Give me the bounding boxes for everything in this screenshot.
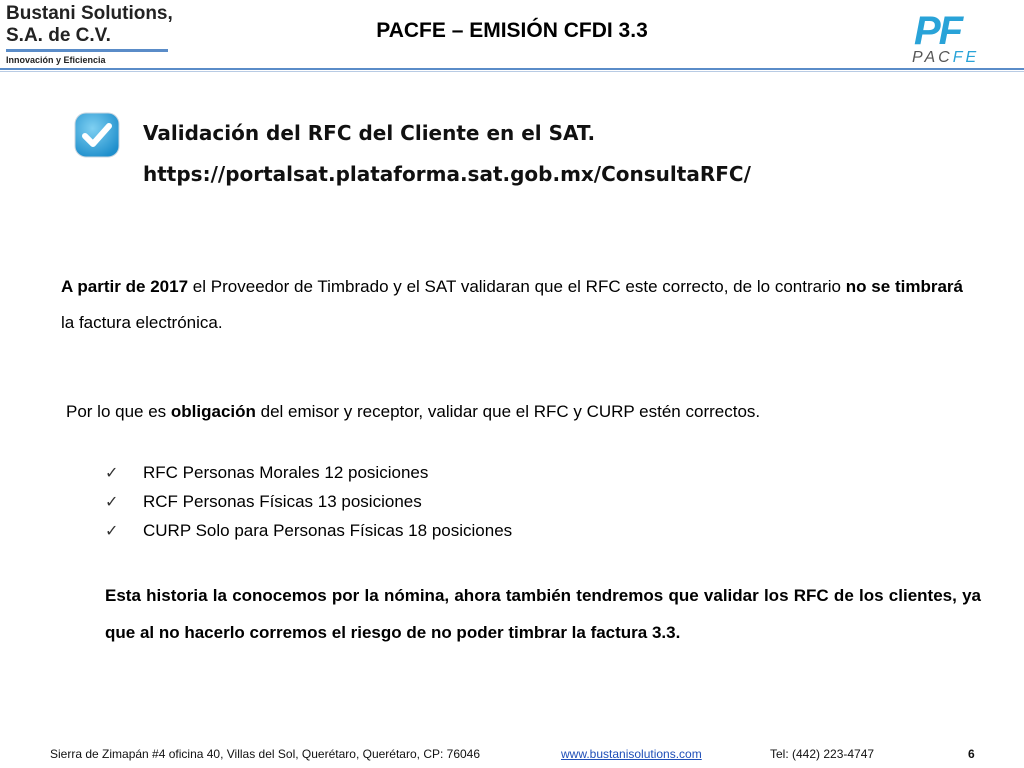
company-name-line1: Bustani Solutions,	[6, 3, 173, 24]
sat-url-link[interactable]: https://portalsat.plataforma.sat.gob.mx/ConsultaRFC/	[143, 162, 751, 186]
list-item-text: CURP Solo para Personas Físicas 18 posiciones	[143, 520, 513, 540]
slide-header	[0, 0, 1024, 72]
footer-website-link[interactable]: www.bustanisolutions.com	[561, 747, 702, 761]
section-heading: Validación del RFC del Cliente en el SAT.	[143, 121, 596, 145]
list-item	[105, 516, 512, 545]
checkmark-icon: ✓	[105, 522, 119, 540]
footer-phone: Tel: (442) 223-4747	[770, 747, 875, 761]
closing-paragraph: Esta historia la conocemos por la nómina, ahora también tendremos que validar los RFC de los clientes, ya que al no hacerlo corremos el riesgo de no poder timbrar la factura 3.3.	[105, 586, 981, 642]
header-divider	[0, 68, 1024, 70]
company-tagline: Innovación y Eficiencia	[6, 55, 106, 65]
list-item	[105, 487, 512, 516]
company-underline	[6, 49, 168, 52]
footer-address: Sierra de Zimapán #4 oficina 40, Villas del Sol, Querétaro, Querétaro, CP: 76046	[50, 747, 481, 761]
header-divider-light	[0, 71, 1024, 72]
requirements-checklist	[105, 458, 512, 545]
paragraph-obligation: Por lo que es obligación del emisor y receptor, validar que el RFC y CURP estén correctos.	[66, 402, 761, 421]
check-badge-icon	[74, 112, 120, 158]
page-number: 6	[968, 747, 975, 761]
list-item	[105, 458, 512, 487]
pacfe-logo	[906, 4, 1018, 66]
logo-letters: PF	[914, 9, 962, 53]
company-name-line2: S.A. de C.V.	[6, 25, 111, 46]
slide-title: PACFE – EMISIÓN CFDI 3.3	[376, 19, 648, 42]
list-item-text: RFC Personas Morales 12 posiciones	[143, 462, 429, 482]
slide-footer	[0, 744, 1024, 766]
list-item-text: RCF Personas Físicas 13 posiciones	[143, 491, 422, 511]
logo-wordmark: PACFE	[912, 49, 980, 66]
checkmark-icon: ✓	[105, 464, 119, 482]
paragraph-validation: A partir de 2017 el Proveedor de Timbrado y el SAT validaran que el RFC este correcto, de lo contrario no se timbrará la factura electrónica.	[61, 277, 963, 332]
checkmark-icon: ✓	[105, 493, 119, 511]
